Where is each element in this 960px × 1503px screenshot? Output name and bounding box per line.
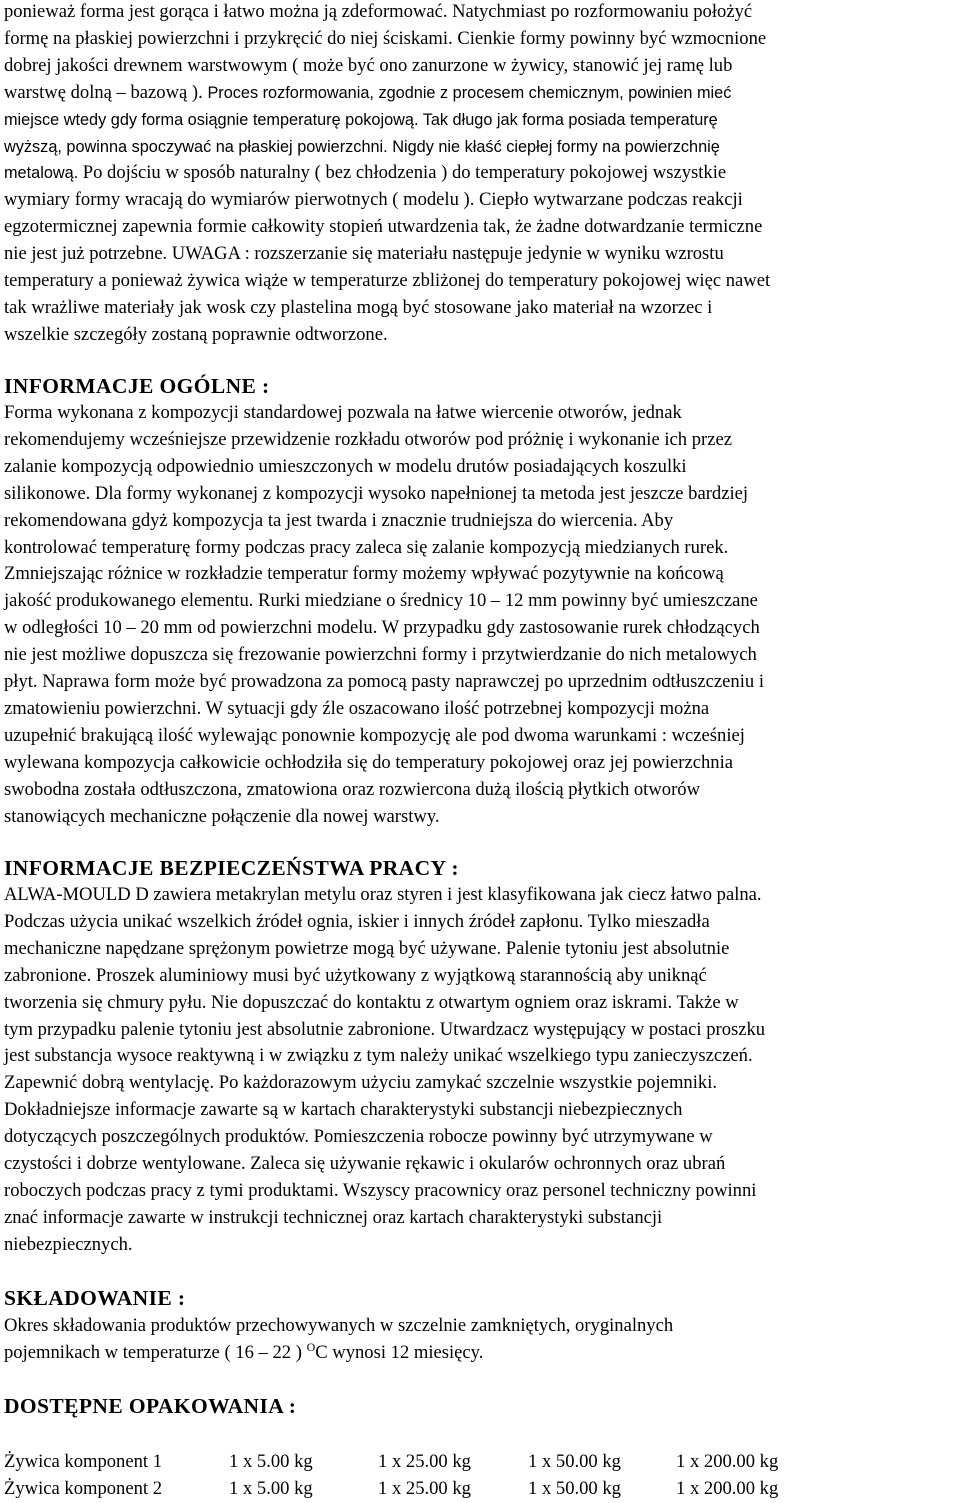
table-row [4, 1448, 836, 1475]
general-line: stanowiących mechaniczne połączenie dla nowej warstwy. [4, 805, 440, 827]
table-row [4, 1475, 836, 1502]
intro-line: egzotermicznej zapewnia formie całkowity stopień utwardzenia tak, że żadne dotwardzanie termiczne [4, 216, 763, 238]
package-size-cell: 1 x 200.00 kg [676, 1478, 779, 1499]
general-line: Forma wykonana z kompozycji standardowej pozwala na łatwe wiercenie otworów, jednak [4, 402, 682, 423]
intro-paragraph [4, 0, 770, 349]
package-size-cell: 1 x 5.00 kg [229, 1478, 313, 1499]
intro-line: formę na płaskiej powierzchni i przykręcić do niej ściskami. Cienkie formy powinny być wzmocnione [4, 27, 767, 49]
general-line: w odległości 10 – 20 mm od powierzchni modelu. W przypadku gdy zastosowanie rurek chłodzących [4, 617, 760, 639]
degree-superscript: O [306, 1339, 316, 1354]
general-line: silikonowe. Dla formy wykonanej z kompozycji wysoko napełnionej ta metoda jest jeszcze bardziej [4, 482, 749, 504]
packaging-heading: DOSTĘPNE OPAKOWANIA : [4, 1394, 297, 1418]
general-heading: INFORMACJE OGÓLNE : [4, 374, 270, 398]
intro-line: nie jest już potrzebne. UWAGA : rozszerzanie się materiału następuje jedynie w wyniku wzrostu [4, 243, 724, 265]
storage-line: pojemnikach w temperaturze ( 16 – 22 ) $^O$C wynosi 12 miesięcy. [4, 1339, 484, 1363]
product-name-cell: Żywica komponent 1 [4, 1451, 163, 1472]
general-line: płyt. Naprawa form może być prowadzona za pomocą pasty naprawczej po uprzednim odtłuszczeniu i [4, 671, 764, 693]
intro-sans-text: metalową. [4, 164, 83, 183]
general-line: Zmniejszając różnice w rozkładzie temperatur formy możemy wpływać pozytywnie na końcową [4, 563, 724, 585]
product-name-cell: Żywica komponent 2 [4, 1478, 163, 1499]
safety-line: Dokładniejsze informacje zawarte są w kartach charakterystyki substancji niebezpiecznych [4, 1099, 683, 1121]
intro-line: wymiary formy wracają do wymiarów pierwotnych ( modelu ). Ciepło wytwarzane podczas reakcji [4, 189, 743, 211]
safety-line: czystości i dobrze wentylowane. Zaleca się używanie rękawic i okularów ochronnych oraz ubrań [4, 1153, 726, 1175]
storage-paragraph [4, 1313, 673, 1367]
safety-line: dotyczących poszczególnych produktów. Pomieszczenia robocze powinny być utrzymywane w [4, 1126, 713, 1148]
package-size-cell: 1 x 50.00 kg [528, 1451, 621, 1472]
safety-paragraph [4, 882, 765, 1259]
general-line: zalanie kompozycją odpowiednio umieszczonych w modelu drutów posiadających koszulki [4, 455, 687, 477]
package-size-cell: 1 x 5.00 kg [229, 1451, 313, 1472]
general-line: rekomendowana gdyż kompozycja ta jest twarda i znacznie trudniejsza do wiercenia. Aby [4, 509, 674, 531]
intro-sans-text: Proces rozformowania, zgodnie z procesem chemicznym, powinien mieć [207, 83, 732, 102]
intro-line: temperatury a ponieważ żywica wiąże w temperaturze zbliżonej do temperatury pokojowej więc nawet [4, 270, 771, 292]
safety-line: zabronione. Proszek aluminiowy musi być użytkowany z wyjątkową starannością aby uniknąć [4, 964, 707, 986]
safety-line: mechaniczne napędzane sprężonym powietrze mogą być używane. Palenie tytoniu jest absolutnie [4, 937, 730, 959]
safety-line: Zapewnić dobrą wentylację. Po każdorazowym użyciu zamykać szczelnie wszystkie pojemniki. [4, 1072, 718, 1094]
safety-line: tym przypadku palenie tytoniu jest absolutnie zabronione. Utwardzacz występujący w postaci proszku [4, 1018, 766, 1040]
intro-line: dobrej jakości drewnem warstwowym ( może być ono zanurzone w żywicy, stanowić jej ramę lub [4, 54, 733, 76]
general-line: jakość produkowanego elementu. Rurki miedziane o średnicy 10 – 12 mm powinny być umieszczane [4, 590, 758, 612]
safety-line: znać informacje zawarte w instrukcji technicznej oraz kartach charakterystyki substancji [4, 1206, 663, 1228]
package-size-cell: 1 x 200.00 kg [676, 1451, 779, 1472]
safety-line: roboczych podczas pracy z tymi produktami. Wszyscy pracownicy oraz personel techniczny powinni [4, 1179, 757, 1201]
safety-heading: INFORMACJE BEZPIECZEŃSTWA PRACY : [4, 856, 459, 880]
intro-line: tak wrażliwe materiały jak wosk czy plastelina mogą być stosowane jako materiał na wzorzec i [4, 296, 713, 318]
intro-sans-line: wyższą, powinna spoczywać na płaskiej powierzchni. Nigdy nie kłaść ciepłej formy na powierzchnię [4, 137, 720, 156]
package-size-cell: 1 x 25.00 kg [378, 1478, 471, 1499]
package-size-cell: 1 x 25.00 kg [378, 1451, 471, 1472]
general-line: nie jest możliwe dopuszcza się frezowanie powierzchni formy i przytwierdzanie do nich metalowych [4, 644, 757, 666]
intro-line: ponieważ forma jest gorąca i łatwo można ją zdeformować. Natychmiast po rozformowaniu położyć [4, 1, 753, 22]
intro-line: metalową. Po dojściu w sposób naturalny ( bez chłodzenia ) do temperatury pokojowej wszystkie [4, 162, 727, 184]
safety-line: jest substancja wysoce reaktywną i w związku z tym należy unikać wszelkiego typu zanieczyszczeń. [4, 1045, 753, 1067]
storage-heading: SKŁADOWANIE : [4, 1286, 186, 1310]
packaging-table [4, 1448, 836, 1502]
package-size-cell: 1 x 50.00 kg [528, 1478, 621, 1499]
intro-sans-line: miejsce wtedy gdy forma osiągnie temperaturę pokojową. Tak długo jak forma posiada temperaturę [4, 110, 718, 129]
general-line: uzupełnić brakującą ilość wylewając ponownie kompozycję ale pod dwoma warunkami : wcześniej [4, 724, 745, 746]
general-line: zmatowieniu powierzchni. W sytuacji gdy źle oszacowano ilość potrzebnej kompozycji można [4, 697, 710, 719]
safety-line: tworzenia się chmury pyłu. Nie dopuszczać do kontaktu z otwartym ogniem oraz iskrami. Także w [4, 991, 739, 1013]
general-line: rekomendujemy wcześniejsze przewidzenie rozkładu otworów pod próżnię i wykonanie ich przez [4, 428, 732, 450]
general-line: swobodna została odtłuszczona, zmatowiona oraz rozwiercona dużą ilością płytkich otworów [4, 778, 700, 800]
intro-line: warstwę dolną – bazową ). Proces rozformowania, zgodnie z procesem chemicznym, powinien mieć [4, 81, 732, 103]
safety-line: ALWA-MOULD D zawiera metakrylan metylu oraz styren i jest klasyfikowana jak ciecz łatwo palna. [4, 884, 762, 905]
general-paragraph [4, 400, 764, 831]
storage-line: Okres składowania produktów przechowywanych w szczelnie zamkniętych, oryginalnych [4, 1315, 674, 1336]
general-line: wylewana kompozycja całkowicie ochłodziła się do temperatury pokojowej oraz jej powierzchnia [4, 751, 734, 773]
general-line: kontrolować temperaturę formy podczas pracy zaleca się zalanie kompozycją miedzianych rurek. [4, 536, 729, 558]
intro-line: wszelkie szczegóły zostaną poprawnie odtworzone. [4, 323, 388, 345]
safety-line: niebezpiecznych. [4, 1233, 133, 1255]
safety-line: Podczas użycia unikać wszelkich źródeł ognia, iskier i innych źródeł zapłonu. Tylko mieszadła [4, 910, 710, 932]
